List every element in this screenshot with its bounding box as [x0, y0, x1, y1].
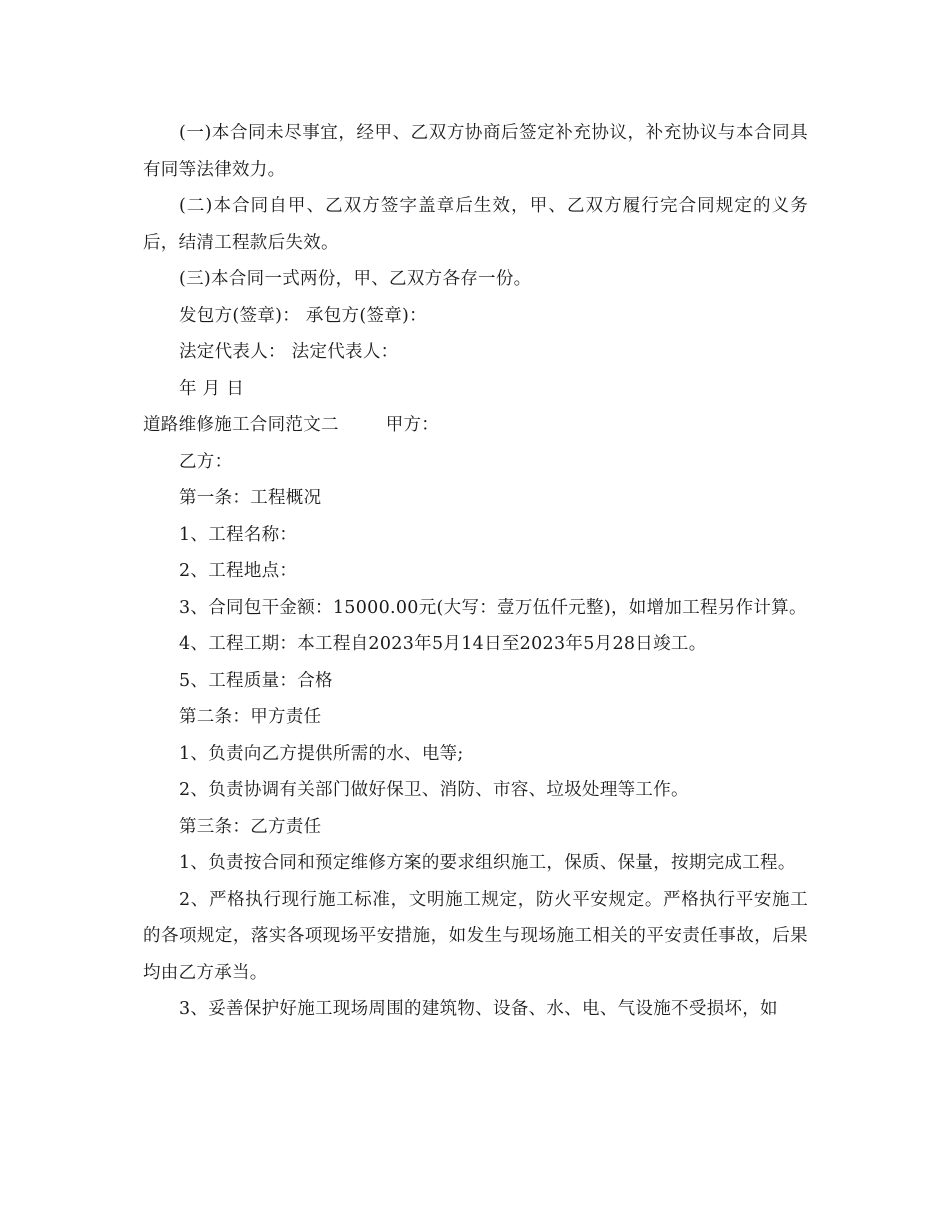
- contract-title-party-a: 道路维修施工合同范文二 甲方：: [143, 415, 440, 435]
- project-quality: 5、工程质量：合格: [179, 670, 333, 691]
- party-a-duty-2: 2、负责协调有关部门做好保卫、消防、市容、垃圾处理等工作。: [179, 780, 689, 800]
- party-b-line: 乙方：: [179, 451, 233, 472]
- paragraph-effectiveness: (二)本合同自甲、乙双方签字盖章后生效，甲、乙双方履行完合同规定的义务后，结清工程款后失效。: [143, 196, 808, 253]
- party-a-duty-1: 1、负责向乙方提供所需的水、电等;: [179, 743, 464, 764]
- paragraph-supplementary-agreement: (一)本合同未尽事宜，经甲、乙双方协商后签定补充协议，补充协议与本合同具有同等法律效力。: [143, 123, 808, 180]
- article-2-heading: 第二条：甲方责任: [179, 707, 322, 727]
- party-b-duty-2: 2、严格执行现行施工标准，文明施工规定，防火平安规定。严格执行平安施工的各项规定，落实各项现场平安措施，如发生与现场施工相关的平安责任事故，后果均由乙方承当。: [143, 889, 808, 983]
- document-body: [143, 115, 808, 1028]
- article-3-heading: 第三条：乙方责任: [179, 816, 322, 837]
- signature-parties: 发包方(签章)： 承包方(签章)：: [179, 305, 427, 326]
- paragraph-copies: (三)本合同一式两份，甲、乙双方各存一份。: [179, 269, 532, 289]
- party-b-duty-3: 3、妥善保护好施工现场周围的建筑物、设备、水、电、气设施不受损坏，如: [179, 999, 778, 1019]
- legal-representatives: 法定代表人： 法定代表人：: [179, 342, 399, 362]
- article-1-heading: 第一条：工程概况: [179, 488, 322, 508]
- date-line: 年 月 日: [179, 378, 245, 399]
- project-duration: 4、工程工期：本工程自2023年5月14日至2023年5月28日竣工。: [179, 634, 707, 654]
- project-location: 2、工程地点：: [179, 561, 298, 581]
- contract-amount: 3、合同包干金额：15000.00元(大写：壹万伍仟元整)，如增加工程另作计算。: [179, 597, 807, 618]
- project-name: 1、工程名称：: [179, 524, 298, 545]
- party-b-duty-1: 1、负责按合同和预定维修方案的要求组织施工，保质、保量，按期完成工程。: [179, 853, 796, 873]
